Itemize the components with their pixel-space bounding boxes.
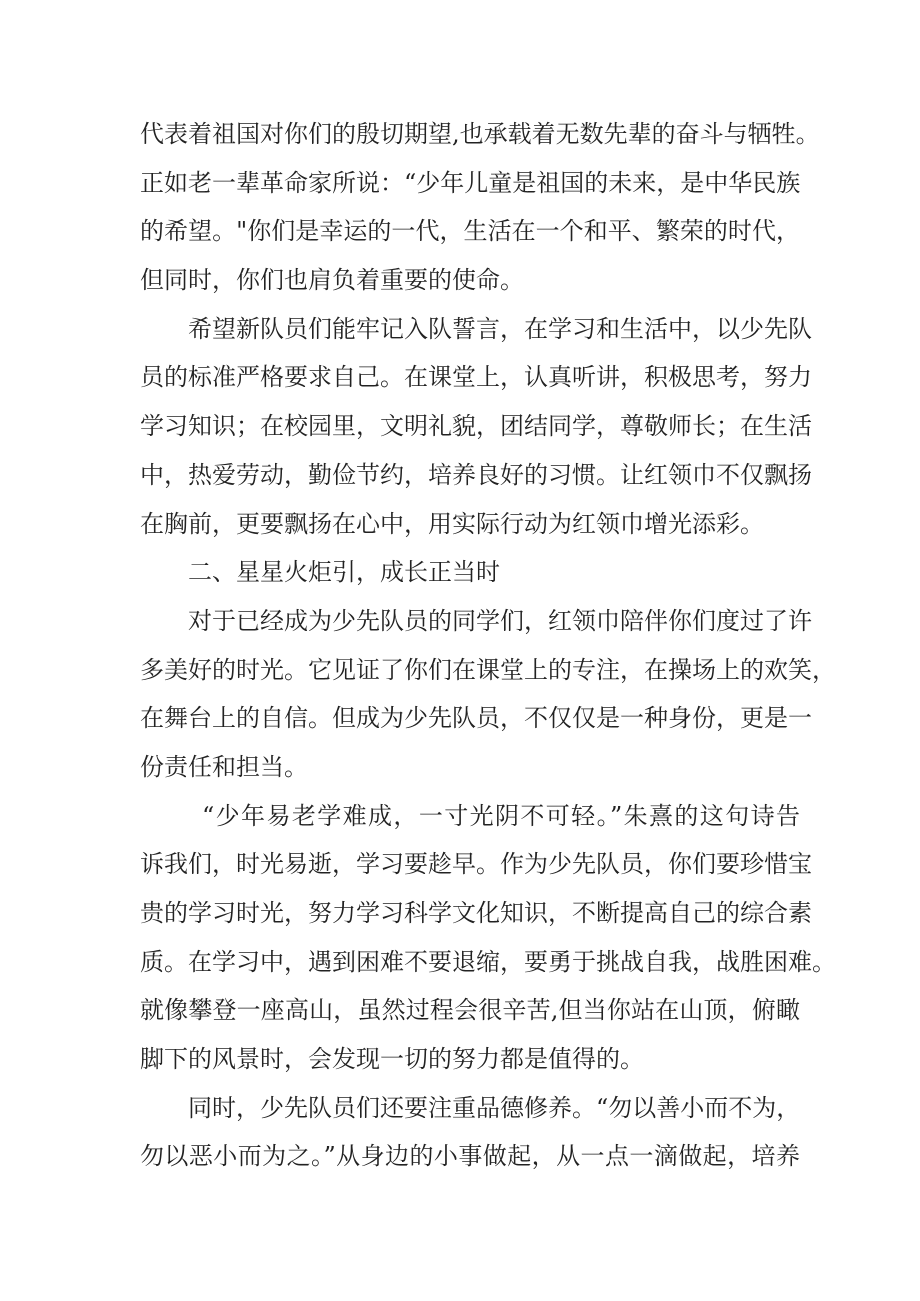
text-line: 但同时，你们也肩负着重要的使命。 (140, 266, 524, 295)
text-line: 正如老一辈革命家所说：“少年儿童是祖国的未来，是中华民族 (140, 168, 801, 197)
text-line: 对于已经成为少先队员的同学们，红领巾陪伴你们度过了许 (188, 606, 812, 635)
text-line: 的希望。"你们是幸运的一代，生活在一个和平、繁荣的时代， (140, 217, 800, 246)
paragraph (140, 597, 836, 792)
text-line: 在胸前，更要飘扬在心中，用实际行动为红领巾增光添彩。 (140, 509, 764, 538)
text-line: 就像攀登一座高山，虽然过程会很辛苦,但当你站在山顶，俯瞰 (140, 996, 800, 1025)
text-line: 学习知识；在校园里，文明礼貌，团结同学，尊敬师长；在生活 (140, 412, 812, 441)
text-line: 同时，少先队员们还要注重品德修养。“勿以善小而不为， (188, 1093, 801, 1122)
text-line: 希望新队员们能牢记入队誓言，在学习和生活中，以少先队 (188, 314, 812, 343)
heading-line: 二、星星火炬引，成长正当时 (188, 558, 500, 587)
paragraph (140, 1084, 800, 1181)
paragraph (140, 110, 820, 305)
text-line: 代表着祖国对你们的殷切期望,也承载着无数先辈的奋斗与牺牲。 (140, 120, 820, 148)
text-line: 质。在学习中，遇到困难不要退缩，要勇于挑战自我，战胜困难。 (140, 947, 836, 976)
text-line: 贵的学习时光，努力学习科学文化知识，不断提高自己的综合素 (140, 899, 812, 927)
text-line: 份责任和担当。 (140, 752, 308, 781)
text-line: 诉我们，时光易逝，学习要趁早。作为少先队员，你们要珍惜宝 (140, 850, 812, 879)
paragraph (140, 305, 812, 548)
paragraph (140, 792, 836, 1084)
text-line: 脚下的风景时，会发现一切的努力都是值得的。 (140, 1045, 644, 1074)
document-body (140, 110, 836, 1181)
text-line: “少年易老学难成，一寸光阴不可轻。”朱熹的这句诗告 (202, 801, 800, 830)
text-line: 多美好的时光。它见证了你们在课堂上的专注，在操场上的欢笑， (140, 655, 836, 684)
text-line: 在舞台上的自信。但成为少先队员，不仅仅是一种身份，更是一 (140, 704, 812, 733)
text-line: 勿以恶小而为之。”从身边的小事做起，从一点一滴做起，培养 (140, 1142, 800, 1171)
text-line: 员的标准严格要求自己。在课堂上，认真听讲，积极思考，努力 (140, 363, 812, 392)
text-line: 中，热爱劳动，勤俭节约，培养良好的习惯。让红领巾不仅飘扬 (140, 460, 812, 489)
section-heading (140, 548, 800, 597)
